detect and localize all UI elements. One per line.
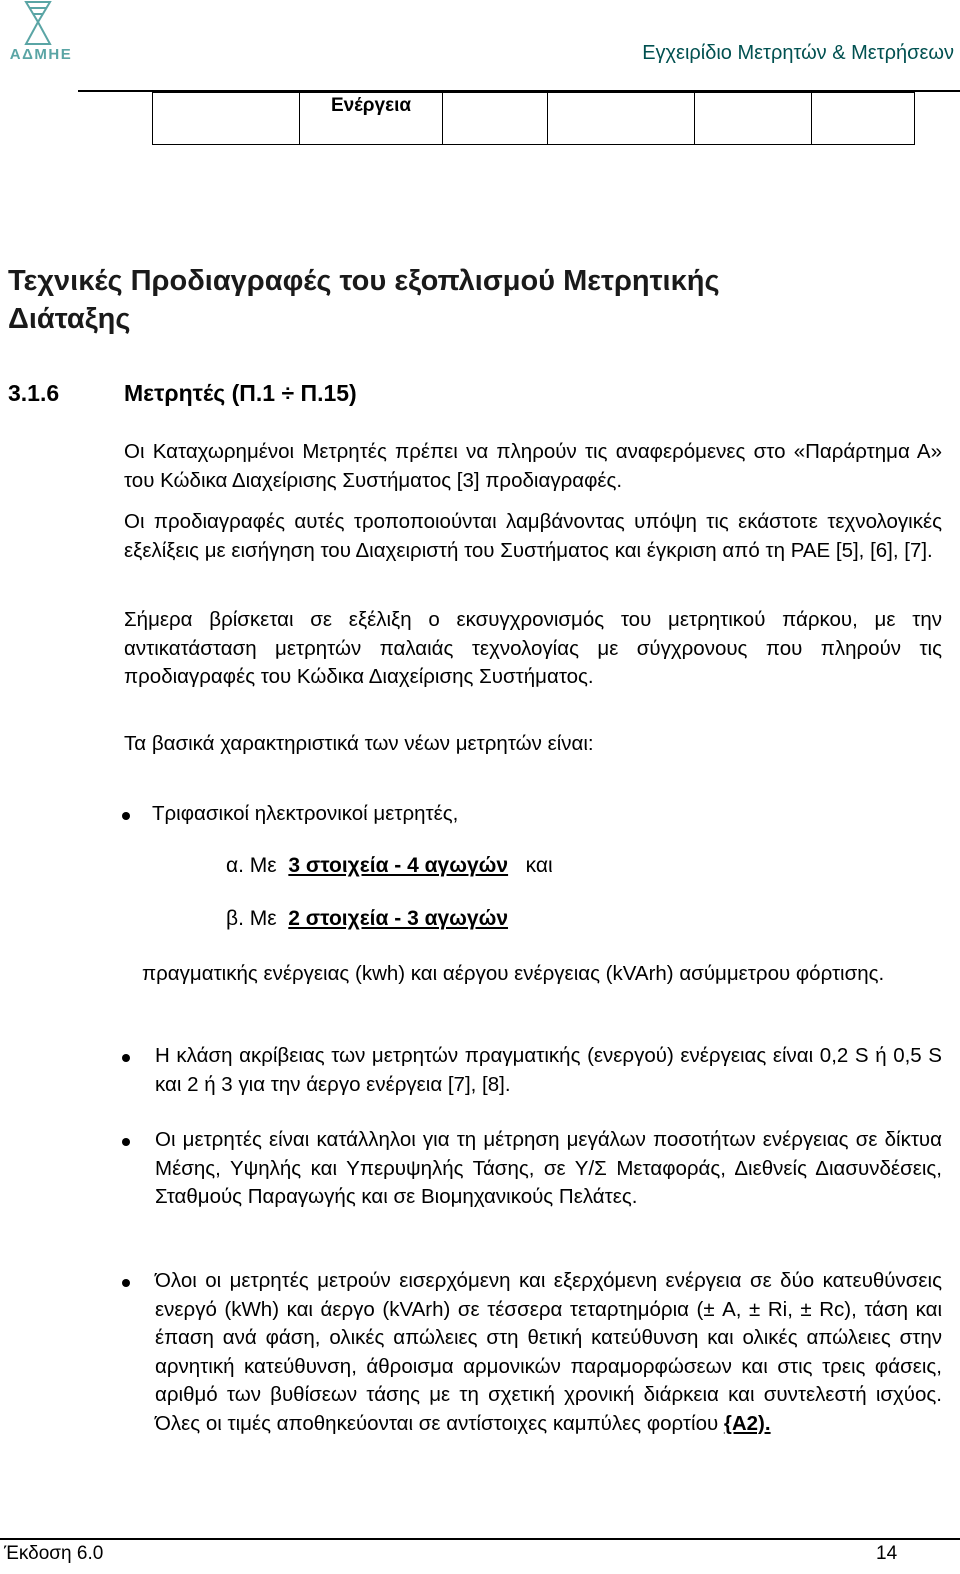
table-row <box>153 93 915 145</box>
bullet-item-1: Τριφασικοί ηλεκτρονικοί μετρητές, <box>152 802 459 825</box>
logo-text: ΑΔΜΗΕ <box>9 46 73 63</box>
bullet-dot <box>122 1279 130 1287</box>
bullet-dot <box>122 1054 130 1062</box>
logo-mark-icon <box>6 0 70 48</box>
section-number: 3.1.6 <box>8 380 60 406</box>
chapter-heading: Τεχνικές Προδιαγραφές του εξοπλισμού Μετρητικής Διάταξης <box>8 265 720 335</box>
header-title: Εγχειρίδιο Μετρητών & Μετρήσεων <box>642 42 954 64</box>
sub-item-suffix: και <box>525 854 553 877</box>
company-logo <box>6 0 73 66</box>
table-cell <box>548 93 695 145</box>
appendix-reference: {A2). <box>723 1411 771 1435</box>
table-cell <box>153 93 300 145</box>
sub-item-a <box>226 854 553 878</box>
footer-page-number: 14 <box>876 1543 898 1564</box>
sub-item-b <box>226 907 508 931</box>
table-cell <box>443 93 548 145</box>
paragraph-3: Σήμερα βρίσκεται σε εξέλιξη ο εκσυγχρονισμός του μετρητικού πάρκου, με την αντικατάσταση μετρητών παλαιάς τεχνολογίας με σύγχρονους που πληρούν τις προδιαγραφές του Κώδικα Διαχείρισης Συστήματος. <box>124 608 942 688</box>
bullet-continuation: πραγματικής ενέργειας (kwh) και αέργου ενέργειας (kVArh) ασύμμετρου φόρτισης. <box>142 962 885 985</box>
sub-item-prefix: α. Με <box>226 854 277 877</box>
sub-item-prefix: β. Με <box>226 907 277 930</box>
bullet-item-3: Οι μετρητές είναι κατάλληλοι για τη μέτρηση μεγάλων ποσοτήτων ενέργειας σε δίκτυα Μέσης, Υψηλής και Υπερυψηλής Τάσης, σε Υ/Σ Μεταφοράς, Διεθνείς Διασυνδέσεις, Σταθμούς Παραγωγής και σε Βιομηχανικούς Πελάτες. <box>155 1128 942 1208</box>
table-cell <box>695 93 812 145</box>
sub-item-emphasis: 2 στοιχεία - 3 αγωγών <box>288 907 509 930</box>
section-heading <box>8 380 357 407</box>
bullet-item-2: Η κλάση ακρίβειας των μετρητών πραγματικής (ενεργού) ενέργειας είναι 0,2 S ή 0,5 S και 2 ή 3 για την άεργο ενέργεια [7], [8]. <box>155 1044 942 1096</box>
table-fragment <box>152 92 915 145</box>
paragraph-4: Τα βασικά χαρακτηριστικά των νέων μετρητών είναι: <box>124 732 594 755</box>
bullet-dot <box>122 812 130 820</box>
table-cell-energy: Ενέργεια <box>300 93 443 145</box>
bullet-item-4 <box>155 1267 942 1438</box>
sub-item-emphasis: 3 στοιχεία - 4 αγωγών <box>288 854 509 877</box>
section-title: Μετρητές (Π.1 ÷ Π.15) <box>124 380 357 406</box>
bullet-item-4-text: Όλοι οι μετρητές μετρούν εισερχόμενη και εξερχόμενη ενέργεια σε δύο κατευθύνσεις ενεργό (kWh) και άεργο (kVArh) σε τέσσερα τεταρτημόρια (± A, ± Ri, ± Rc), τάση και έπαση ανά φάση, ολικές απώλειες στη θετική κατεύθυνση και ολικές απώλειες στην αρνητική κατεύθυνση, άθροισμα αρμονικών παραμορφώσεων και στις τρεις φάσεις, αριθμό των βυθίσεων τάσης με τη σχετική χρονική διάρκεια και συντελεστή ισχύος. Όλες οι τιμές αποθηκεύονται σε αντίστοιχες καμπύλες φορτίου <box>155 1269 942 1435</box>
paragraph-1: Οι Καταχωρημένοι Μετρητές πρέπει να πληρούν τις αναφερόμενες στο «Παράρτημα Α» του Κώδικα Διαχείρισης Συστήματος [3] προδιαγραφές. <box>124 440 942 492</box>
footer-edition: Έκδοση 6.0 <box>4 1543 104 1564</box>
table-cell <box>812 93 915 145</box>
footer-rule <box>0 1538 960 1540</box>
paragraph-2: Οι προδιαγραφές αυτές τροποποιούνται λαμβάνοντας υπόψη τις εκάστοτε τεχνολογικές εξελίξεις με εισήγηση του Διαχειριστή του Συστήματος και έγκριση από τη ΡΑΕ [5], [6], [7]. <box>124 510 942 562</box>
bullet-dot <box>122 1138 130 1146</box>
